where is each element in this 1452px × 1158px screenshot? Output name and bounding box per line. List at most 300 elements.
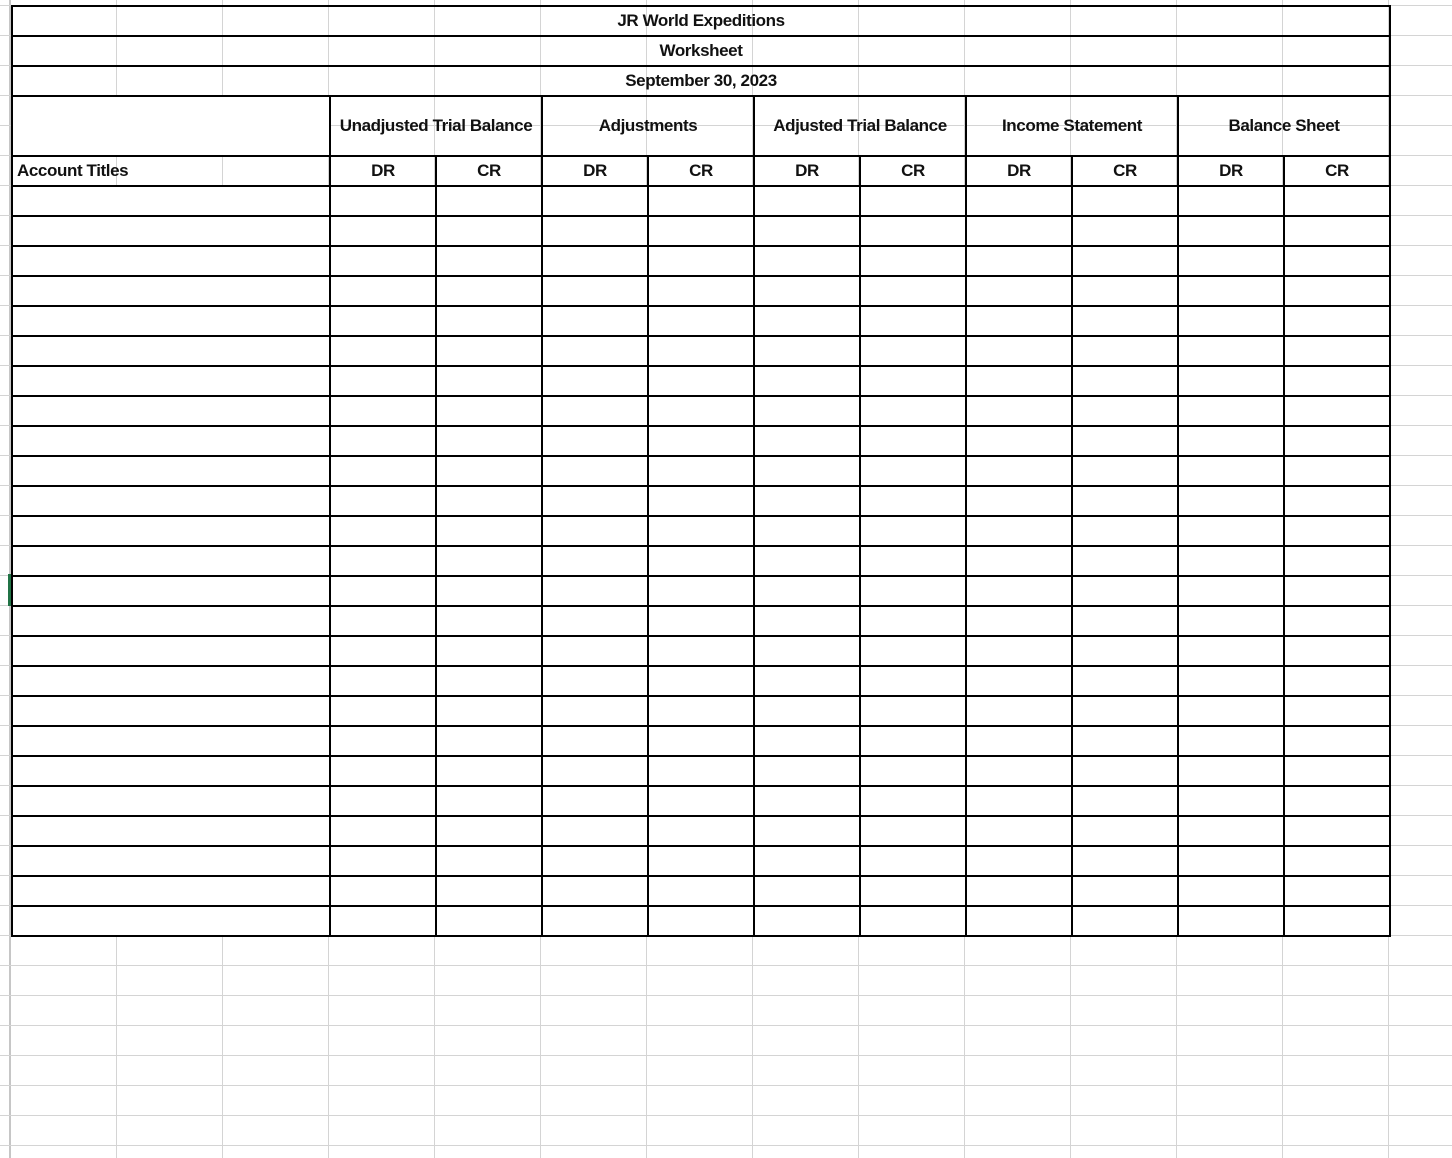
amount-cell[interactable] <box>330 186 436 216</box>
amount-cell[interactable] <box>966 726 1072 756</box>
account-title-cell[interactable] <box>12 816 330 846</box>
amount-cell[interactable] <box>330 786 436 816</box>
amount-cell[interactable] <box>1178 186 1284 216</box>
amount-cell[interactable] <box>860 906 966 936</box>
amount-cell[interactable] <box>330 606 436 636</box>
account-title-cell[interactable] <box>12 186 330 216</box>
amount-cell[interactable] <box>542 336 648 366</box>
account-title-cell[interactable] <box>12 216 330 246</box>
account-title-cell[interactable] <box>12 846 330 876</box>
amount-cell[interactable] <box>1284 456 1390 486</box>
amount-cell[interactable] <box>648 576 754 606</box>
account-title-cell[interactable] <box>12 516 330 546</box>
amount-cell[interactable] <box>1178 576 1284 606</box>
amount-cell[interactable] <box>648 606 754 636</box>
account-title-cell[interactable] <box>12 696 330 726</box>
amount-cell[interactable] <box>1072 306 1178 336</box>
amount-cell[interactable] <box>648 426 754 456</box>
amount-cell[interactable] <box>648 486 754 516</box>
amount-cell[interactable] <box>754 666 860 696</box>
amount-cell[interactable] <box>754 366 860 396</box>
amount-cell[interactable] <box>1284 756 1390 786</box>
amount-cell[interactable] <box>754 546 860 576</box>
amount-cell[interactable] <box>330 276 436 306</box>
amount-cell[interactable] <box>754 276 860 306</box>
amount-cell[interactable] <box>542 666 648 696</box>
amount-cell[interactable] <box>436 336 542 366</box>
amount-cell[interactable] <box>860 216 966 246</box>
account-title-cell[interactable] <box>12 666 330 696</box>
amount-cell[interactable] <box>966 636 1072 666</box>
amount-cell[interactable] <box>1178 366 1284 396</box>
amount-cell[interactable] <box>754 906 860 936</box>
account-title-cell[interactable] <box>12 276 330 306</box>
amount-cell[interactable] <box>648 636 754 666</box>
amount-cell[interactable] <box>754 606 860 636</box>
amount-cell[interactable] <box>1178 816 1284 846</box>
amount-cell[interactable] <box>966 846 1072 876</box>
amount-cell[interactable] <box>330 546 436 576</box>
account-title-cell[interactable] <box>12 636 330 666</box>
account-title-cell[interactable] <box>12 756 330 786</box>
amount-cell[interactable] <box>1284 876 1390 906</box>
amount-cell[interactable] <box>860 276 966 306</box>
amount-cell[interactable] <box>966 216 1072 246</box>
amount-cell[interactable] <box>648 906 754 936</box>
amount-cell[interactable] <box>436 456 542 486</box>
amount-cell[interactable] <box>648 726 754 756</box>
amount-cell[interactable] <box>860 576 966 606</box>
amount-cell[interactable] <box>542 756 648 786</box>
amount-cell[interactable] <box>1072 246 1178 276</box>
amount-cell[interactable] <box>1284 306 1390 336</box>
amount-cell[interactable] <box>330 246 436 276</box>
amount-cell[interactable] <box>1072 276 1178 306</box>
account-title-cell[interactable] <box>12 906 330 936</box>
amount-cell[interactable] <box>754 576 860 606</box>
amount-cell[interactable] <box>436 546 542 576</box>
account-title-cell[interactable] <box>12 486 330 516</box>
amount-cell[interactable] <box>648 696 754 726</box>
amount-cell[interactable] <box>1072 726 1178 756</box>
amount-cell[interactable] <box>860 426 966 456</box>
amount-cell[interactable] <box>966 426 1072 456</box>
amount-cell[interactable] <box>966 336 1072 366</box>
amount-cell[interactable] <box>436 606 542 636</box>
amount-cell[interactable] <box>542 456 648 486</box>
amount-cell[interactable] <box>330 876 436 906</box>
amount-cell[interactable] <box>436 276 542 306</box>
amount-cell[interactable] <box>966 306 1072 336</box>
account-title-cell[interactable] <box>12 876 330 906</box>
amount-cell[interactable] <box>330 696 436 726</box>
amount-cell[interactable] <box>542 606 648 636</box>
amount-cell[interactable] <box>1072 186 1178 216</box>
account-title-cell[interactable] <box>12 546 330 576</box>
is-cr-header[interactable]: CR <box>1072 156 1178 186</box>
amount-cell[interactable] <box>542 636 648 666</box>
amount-cell[interactable] <box>860 846 966 876</box>
amount-cell[interactable] <box>1072 636 1178 666</box>
amount-cell[interactable] <box>1072 666 1178 696</box>
amount-cell[interactable] <box>542 486 648 516</box>
account-title-cell[interactable] <box>12 396 330 426</box>
group-adjusted-trial-balance[interactable]: Adjusted Trial Balance <box>754 96 966 156</box>
amount-cell[interactable] <box>1284 666 1390 696</box>
amount-cell[interactable] <box>966 906 1072 936</box>
amount-cell[interactable] <box>860 696 966 726</box>
amount-cell[interactable] <box>542 846 648 876</box>
amount-cell[interactable] <box>436 486 542 516</box>
amount-cell[interactable] <box>1072 396 1178 426</box>
amount-cell[interactable] <box>1072 456 1178 486</box>
table-row <box>12 696 1390 726</box>
amount-cell[interactable] <box>1284 636 1390 666</box>
amount-cell[interactable] <box>1178 546 1284 576</box>
amount-cell[interactable] <box>754 456 860 486</box>
amount-cell[interactable] <box>648 516 754 546</box>
amount-cell[interactable] <box>1178 726 1284 756</box>
amount-cell[interactable] <box>542 546 648 576</box>
amount-cell[interactable] <box>754 516 860 546</box>
amount-cell[interactable] <box>436 396 542 426</box>
amount-cell[interactable] <box>436 696 542 726</box>
amount-cell[interactable] <box>1284 546 1390 576</box>
account-title-cell[interactable] <box>12 306 330 336</box>
amount-cell[interactable] <box>648 276 754 306</box>
amount-cell[interactable] <box>966 666 1072 696</box>
amount-cell[interactable] <box>1072 366 1178 396</box>
amount-cell[interactable] <box>1178 456 1284 486</box>
amount-cell[interactable] <box>966 366 1072 396</box>
amount-cell[interactable] <box>1178 606 1284 636</box>
amount-cell[interactable] <box>1284 606 1390 636</box>
amount-cell[interactable] <box>1072 216 1178 246</box>
adj-dr-header[interactable]: DR <box>542 156 648 186</box>
utb-cr-header[interactable]: CR <box>436 156 542 186</box>
amount-cell[interactable] <box>542 696 648 726</box>
amount-cell[interactable] <box>648 666 754 696</box>
amount-cell[interactable] <box>330 726 436 756</box>
amount-cell[interactable] <box>1072 876 1178 906</box>
amount-cell[interactable] <box>436 876 542 906</box>
amount-cell[interactable] <box>1284 246 1390 276</box>
amount-cell[interactable] <box>648 846 754 876</box>
amount-cell[interactable] <box>648 456 754 486</box>
amount-cell[interactable] <box>860 786 966 816</box>
amount-cell[interactable] <box>648 186 754 216</box>
amount-cell[interactable] <box>1284 366 1390 396</box>
amount-cell[interactable] <box>1178 306 1284 336</box>
bs-cr-header[interactable]: CR <box>1284 156 1390 186</box>
amount-cell[interactable] <box>860 396 966 426</box>
amount-cell[interactable] <box>330 576 436 606</box>
amount-cell[interactable] <box>1072 486 1178 516</box>
amount-cell[interactable] <box>542 906 648 936</box>
account-title-cell[interactable] <box>12 456 330 486</box>
amount-cell[interactable] <box>1178 276 1284 306</box>
amount-cell[interactable] <box>966 516 1072 546</box>
amount-cell[interactable] <box>754 876 860 906</box>
amount-cell[interactable] <box>966 606 1072 636</box>
amount-cell[interactable] <box>648 756 754 786</box>
amount-cell[interactable] <box>436 756 542 786</box>
amount-cell[interactable] <box>1284 216 1390 246</box>
amount-cell[interactable] <box>436 666 542 696</box>
amount-cell[interactable] <box>436 366 542 396</box>
amount-cell[interactable] <box>436 516 542 546</box>
amount-cell[interactable] <box>1178 246 1284 276</box>
amount-cell[interactable] <box>1284 726 1390 756</box>
account-title-cell[interactable] <box>12 246 330 276</box>
amount-cell[interactable] <box>542 186 648 216</box>
amount-cell[interactable] <box>754 756 860 786</box>
amount-cell[interactable] <box>1178 336 1284 366</box>
amount-cell[interactable] <box>330 306 436 336</box>
amount-cell[interactable] <box>754 246 860 276</box>
amount-cell[interactable] <box>542 426 648 456</box>
amount-cell[interactable] <box>1284 816 1390 846</box>
amount-cell[interactable] <box>860 336 966 366</box>
amount-cell[interactable] <box>330 456 436 486</box>
gridline-horizontal <box>0 995 1452 996</box>
amount-cell[interactable] <box>542 396 648 426</box>
atb-dr-header[interactable]: DR <box>754 156 860 186</box>
amount-cell[interactable] <box>754 846 860 876</box>
amount-cell[interactable] <box>966 186 1072 216</box>
amount-cell[interactable] <box>436 246 542 276</box>
amount-cell[interactable] <box>330 396 436 426</box>
amount-cell[interactable] <box>1178 666 1284 696</box>
amount-cell[interactable] <box>860 306 966 336</box>
amount-cell[interactable] <box>436 906 542 936</box>
amount-cell[interactable] <box>1178 516 1284 546</box>
amount-cell[interactable] <box>436 216 542 246</box>
amount-cell[interactable] <box>754 726 860 756</box>
amount-cell[interactable] <box>330 756 436 786</box>
amount-cell[interactable] <box>330 216 436 246</box>
amount-cell[interactable] <box>1178 216 1284 246</box>
amount-cell[interactable] <box>330 666 436 696</box>
amount-cell[interactable] <box>648 786 754 816</box>
amount-cell[interactable] <box>648 246 754 276</box>
adj-cr-header[interactable]: CR <box>648 156 754 186</box>
amount-cell[interactable] <box>330 636 436 666</box>
amount-cell[interactable] <box>860 606 966 636</box>
amount-cell[interactable] <box>860 546 966 576</box>
amount-cell[interactable] <box>860 726 966 756</box>
account-titles-header[interactable]: Account Titles <box>12 156 330 186</box>
amount-cell[interactable] <box>648 216 754 246</box>
amount-cell[interactable] <box>542 816 648 846</box>
amount-cell[interactable] <box>330 426 436 456</box>
account-title-cell[interactable] <box>12 426 330 456</box>
amount-cell[interactable] <box>542 366 648 396</box>
amount-cell[interactable] <box>1284 426 1390 456</box>
amount-cell[interactable] <box>648 546 754 576</box>
amount-cell[interactable] <box>1178 426 1284 456</box>
group-balance-sheet[interactable]: Balance Sheet <box>1178 96 1390 156</box>
group-unadjusted-trial-balance[interactable]: Unadjusted Trial Balance <box>330 96 542 156</box>
amount-cell[interactable] <box>542 306 648 336</box>
amount-cell[interactable] <box>754 636 860 666</box>
amount-cell[interactable] <box>436 846 542 876</box>
group-income-statement[interactable]: Income Statement <box>966 96 1178 156</box>
amount-cell[interactable] <box>1284 786 1390 816</box>
amount-cell[interactable] <box>1284 846 1390 876</box>
group-adjustments[interactable]: Adjustments <box>542 96 754 156</box>
amount-cell[interactable] <box>1072 696 1178 726</box>
amount-cell[interactable] <box>860 516 966 546</box>
amount-cell[interactable] <box>330 336 436 366</box>
amount-cell[interactable] <box>542 276 648 306</box>
amount-cell[interactable] <box>860 756 966 786</box>
account-title-cell[interactable] <box>12 786 330 816</box>
amount-cell[interactable] <box>860 486 966 516</box>
amount-cell[interactable] <box>436 426 542 456</box>
amount-cell[interactable] <box>542 786 648 816</box>
amount-cell[interactable] <box>1178 486 1284 516</box>
amount-cell[interactable] <box>966 456 1072 486</box>
amount-cell[interactable] <box>754 426 860 456</box>
amount-cell[interactable] <box>966 876 1072 906</box>
amount-cell[interactable] <box>1072 846 1178 876</box>
amount-cell[interactable] <box>1284 576 1390 606</box>
amount-cell[interactable] <box>754 186 860 216</box>
blank-header-cell[interactable] <box>12 96 330 156</box>
amount-cell[interactable] <box>648 336 754 366</box>
amount-cell[interactable] <box>436 636 542 666</box>
amount-cell[interactable] <box>1178 756 1284 786</box>
amount-cell[interactable] <box>436 816 542 846</box>
amount-cell[interactable] <box>1284 396 1390 426</box>
table-row <box>12 246 1390 276</box>
account-title-cell[interactable] <box>12 366 330 396</box>
amount-cell[interactable] <box>966 396 1072 426</box>
is-dr-header[interactable]: DR <box>966 156 1072 186</box>
amount-cell[interactable] <box>330 366 436 396</box>
active-cell-indicator <box>8 574 11 606</box>
amount-cell[interactable] <box>1072 576 1178 606</box>
amount-cell[interactable] <box>436 576 542 606</box>
amount-cell[interactable] <box>860 366 966 396</box>
amount-cell[interactable] <box>1178 876 1284 906</box>
amount-cell[interactable] <box>330 846 436 876</box>
amount-cell[interactable] <box>1178 846 1284 876</box>
amount-cell[interactable] <box>542 516 648 546</box>
amount-cell[interactable] <box>436 726 542 756</box>
amount-cell[interactable] <box>966 696 1072 726</box>
amount-cell[interactable] <box>754 816 860 846</box>
amount-cell[interactable] <box>542 876 648 906</box>
amount-cell[interactable] <box>754 486 860 516</box>
amount-cell[interactable] <box>754 696 860 726</box>
amount-cell[interactable] <box>860 876 966 906</box>
amount-cell[interactable] <box>1178 786 1284 816</box>
amount-cell[interactable] <box>754 306 860 336</box>
amount-cell[interactable] <box>1178 396 1284 426</box>
amount-cell[interactable] <box>1072 756 1178 786</box>
amount-cell[interactable] <box>860 666 966 696</box>
amount-cell[interactable] <box>436 306 542 336</box>
amount-cell[interactable] <box>648 876 754 906</box>
amount-cell[interactable] <box>966 756 1072 786</box>
amount-cell[interactable] <box>754 786 860 816</box>
amount-cell[interactable] <box>966 276 1072 306</box>
amount-cell[interactable] <box>436 786 542 816</box>
bs-dr-header[interactable]: DR <box>1178 156 1284 186</box>
amount-cell[interactable] <box>966 486 1072 516</box>
amount-cell[interactable] <box>542 726 648 756</box>
amount-cell[interactable] <box>542 216 648 246</box>
report-date[interactable]: September 30, 2023 <box>12 66 1390 96</box>
amount-cell[interactable] <box>1284 696 1390 726</box>
amount-cell[interactable] <box>860 456 966 486</box>
account-title-cell[interactable] <box>12 726 330 756</box>
amount-cell[interactable] <box>330 816 436 846</box>
amount-cell[interactable] <box>1072 516 1178 546</box>
amount-cell[interactable] <box>648 816 754 846</box>
report-title[interactable]: Worksheet <box>12 36 1390 66</box>
amount-cell[interactable] <box>648 396 754 426</box>
amount-cell[interactable] <box>754 396 860 426</box>
amount-cell[interactable] <box>1072 606 1178 636</box>
amount-cell[interactable] <box>648 366 754 396</box>
account-title-cell[interactable] <box>12 606 330 636</box>
amount-cell[interactable] <box>648 306 754 336</box>
amount-cell[interactable] <box>1284 336 1390 366</box>
amount-cell[interactable] <box>542 576 648 606</box>
amount-cell[interactable] <box>966 576 1072 606</box>
account-title-cell[interactable] <box>12 336 330 366</box>
amount-cell[interactable] <box>966 816 1072 846</box>
amount-cell[interactable] <box>1178 636 1284 666</box>
company-name[interactable]: JR World Expeditions <box>12 6 1390 36</box>
amount-cell[interactable] <box>860 636 966 666</box>
amount-cell[interactable] <box>330 516 436 546</box>
amount-cell[interactable] <box>436 186 542 216</box>
amount-cell[interactable] <box>1284 516 1390 546</box>
amount-cell[interactable] <box>860 816 966 846</box>
atb-cr-header[interactable]: CR <box>860 156 966 186</box>
amount-cell[interactable] <box>1284 906 1390 936</box>
amount-cell[interactable] <box>1072 786 1178 816</box>
account-title-cell[interactable] <box>12 576 330 606</box>
amount-cell[interactable] <box>1284 186 1390 216</box>
amount-cell[interactable] <box>754 216 860 246</box>
amount-cell[interactable] <box>542 246 648 276</box>
amount-cell[interactable] <box>1072 426 1178 456</box>
amount-cell[interactable] <box>330 486 436 516</box>
amount-cell[interactable] <box>860 186 966 216</box>
amount-cell[interactable] <box>1072 336 1178 366</box>
amount-cell[interactable] <box>1072 546 1178 576</box>
amount-cell[interactable] <box>860 246 966 276</box>
amount-cell[interactable] <box>1178 696 1284 726</box>
amount-cell[interactable] <box>966 786 1072 816</box>
table-row <box>12 546 1390 576</box>
utb-dr-header[interactable]: DR <box>330 156 436 186</box>
amount-cell[interactable] <box>330 906 436 936</box>
amount-cell[interactable] <box>1284 486 1390 516</box>
amount-cell[interactable] <box>1072 816 1178 846</box>
amount-cell[interactable] <box>1178 906 1284 936</box>
amount-cell[interactable] <box>966 246 1072 276</box>
amount-cell[interactable] <box>754 336 860 366</box>
amount-cell[interactable] <box>1072 906 1178 936</box>
amount-cell[interactable] <box>1284 276 1390 306</box>
amount-cell[interactable] <box>966 546 1072 576</box>
